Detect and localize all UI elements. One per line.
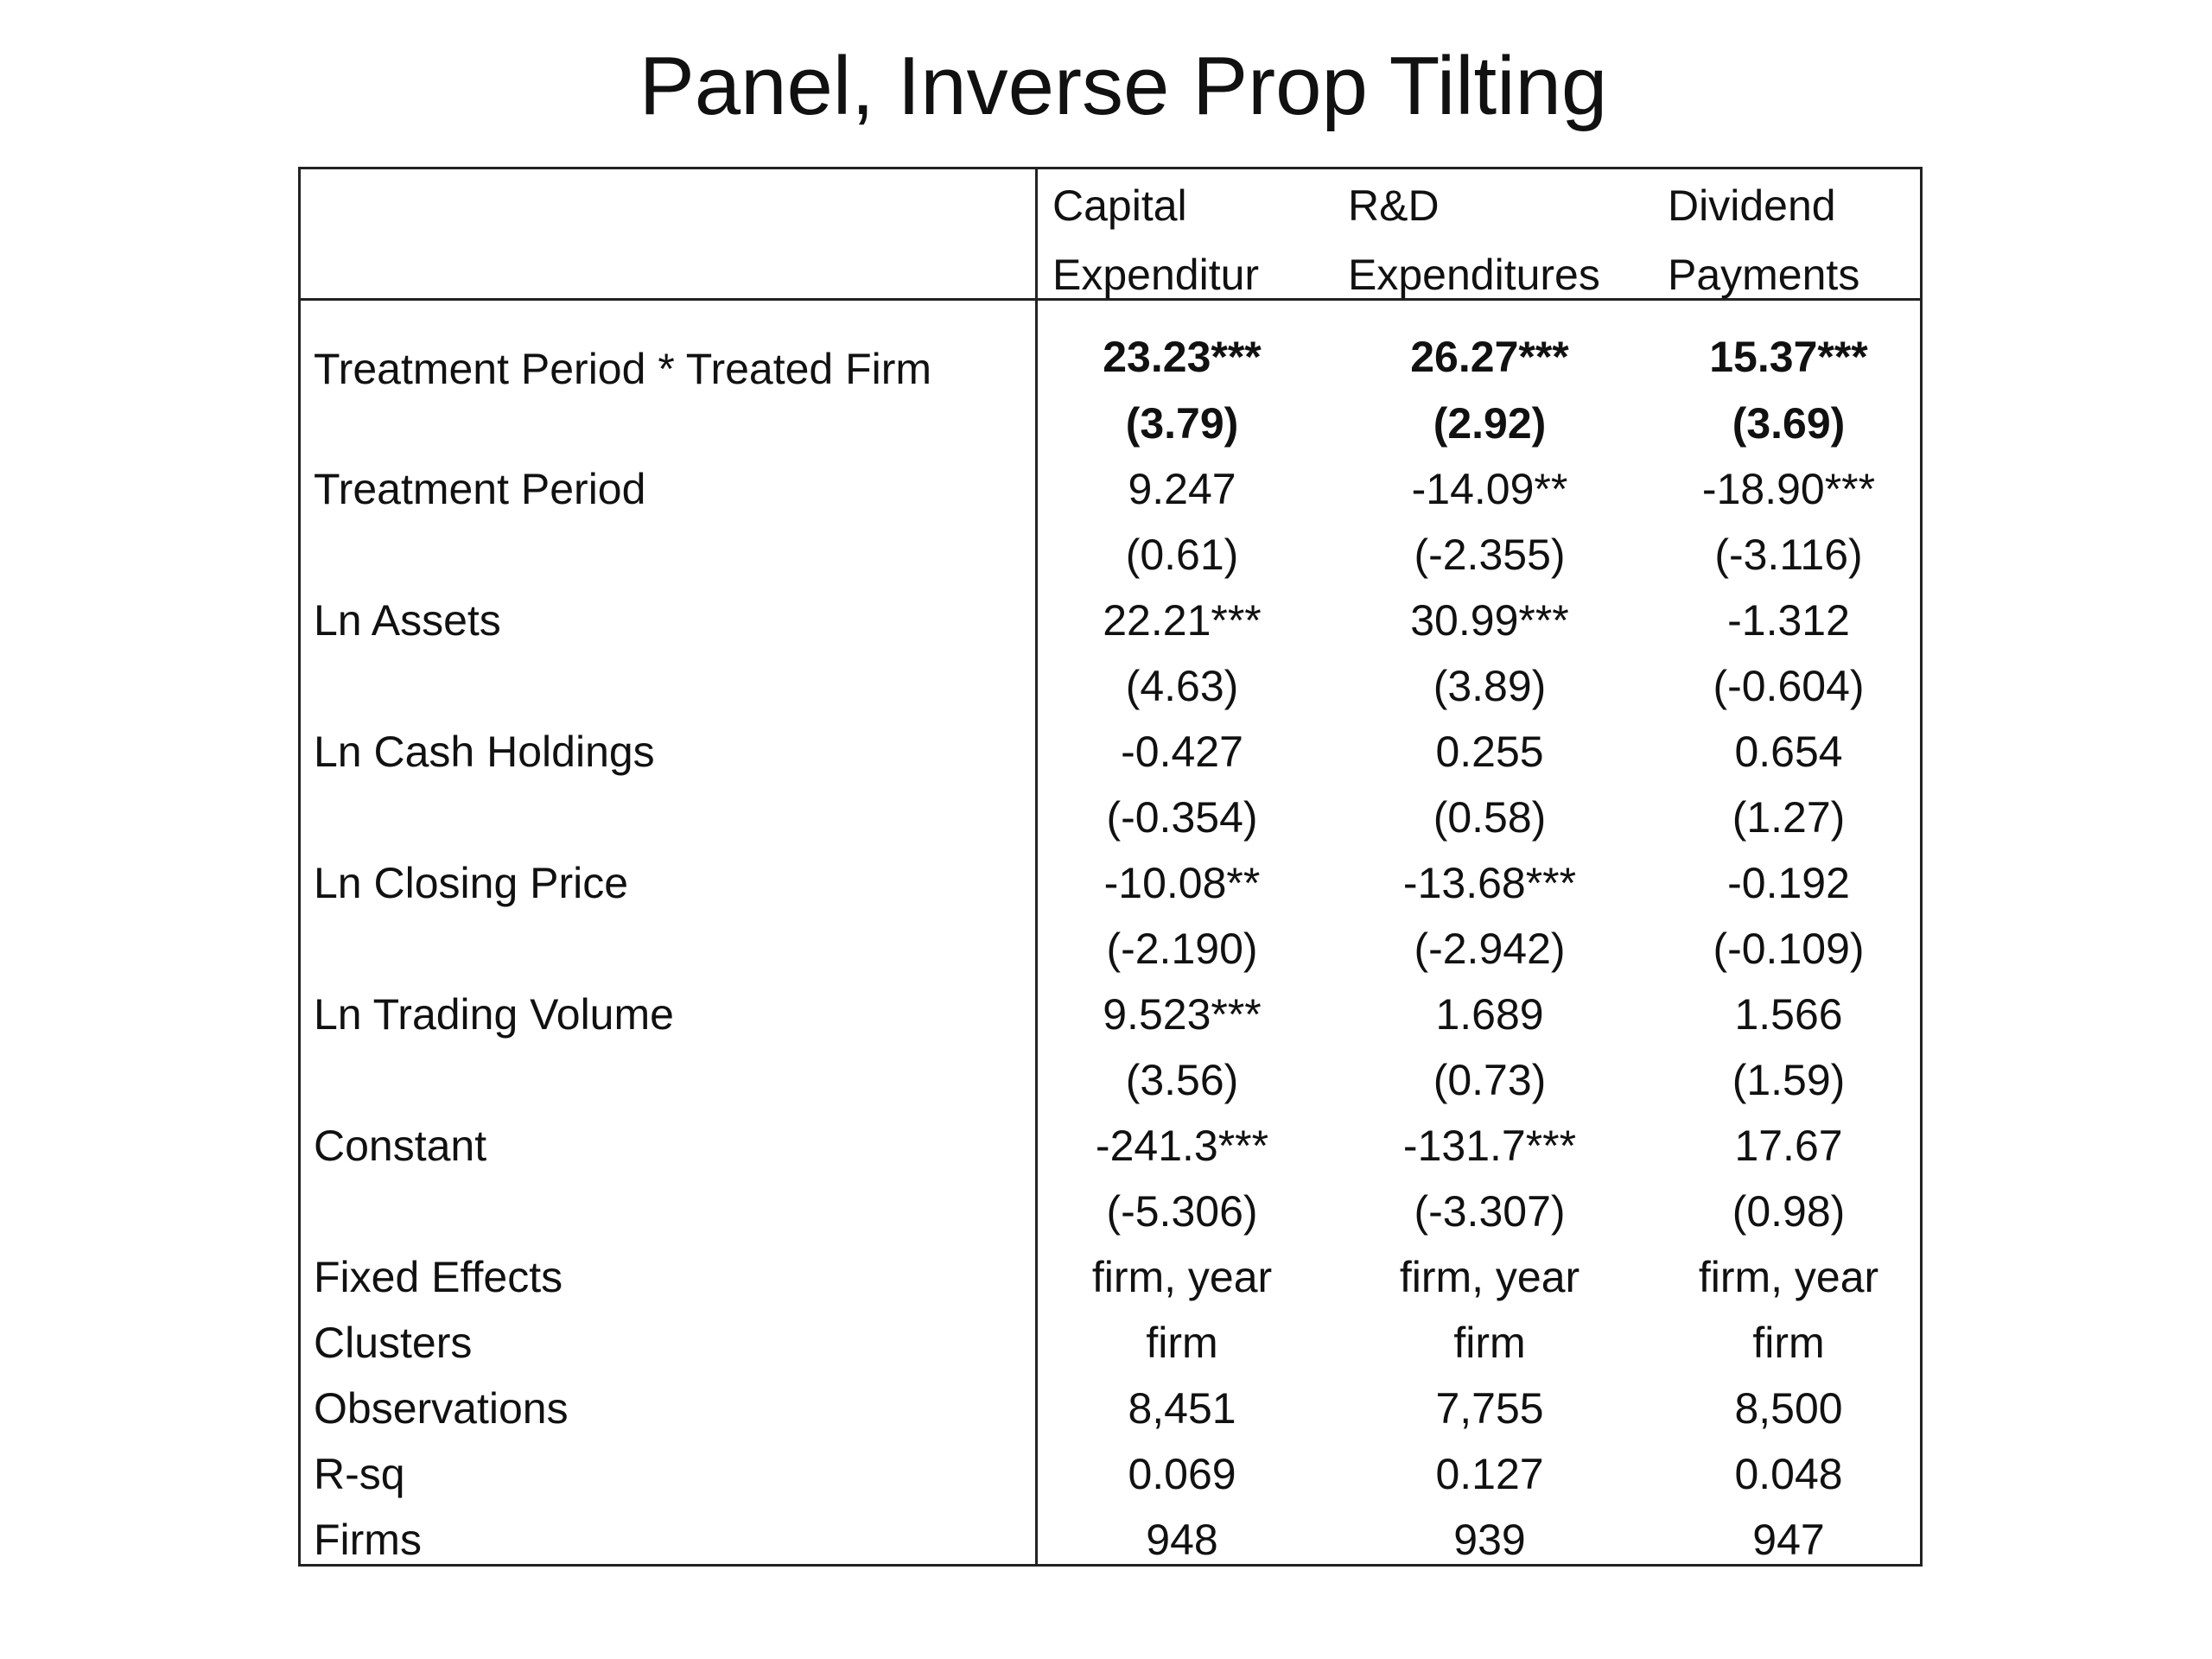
table-cell: -18.90*** xyxy=(1701,465,1876,513)
row-label: Ln Cash Holdings xyxy=(314,728,655,776)
table-cell: firm xyxy=(1752,1319,1825,1367)
row-label: Fixed Effects xyxy=(314,1253,563,1301)
table-cell: (1.27) xyxy=(1732,793,1846,842)
table-cell: (3.89) xyxy=(1433,662,1547,710)
row-label: Firms xyxy=(314,1516,422,1564)
table-cell: 0.127 xyxy=(1435,1450,1544,1498)
table-cell: 9.523*** xyxy=(1103,990,1262,1039)
row-label: Ln Assets xyxy=(314,596,501,645)
table-cell: 7,755 xyxy=(1435,1384,1544,1433)
table-cell: (-2.355) xyxy=(1414,531,1566,579)
slide-title: Panel, Inverse Prop Tilting xyxy=(639,40,1608,132)
table-cell: 1.566 xyxy=(1734,990,1843,1039)
row-label: Observations xyxy=(314,1384,569,1433)
table-cell: 8,500 xyxy=(1734,1384,1843,1433)
table-cell: (3.56) xyxy=(1125,1056,1239,1104)
table-cell: 26.27*** xyxy=(1410,333,1569,381)
table-cell: (-0.354) xyxy=(1106,793,1258,842)
table-cell: -13.68*** xyxy=(1402,859,1577,907)
row-label: Treatment Period xyxy=(314,465,646,513)
table-cell: firm, year xyxy=(1698,1253,1879,1301)
table-cell: (-0.109) xyxy=(1713,925,1865,973)
table-cell: 0.048 xyxy=(1734,1450,1843,1498)
table-cell: (-3.307) xyxy=(1414,1187,1566,1236)
table-cell: (-2.190) xyxy=(1106,925,1258,973)
column-header-dividend-payments xyxy=(1668,171,1859,309)
column-header-line: R&D xyxy=(1348,181,1440,230)
table-cell: 0.255 xyxy=(1435,728,1544,776)
column-header-line: Expenditur xyxy=(1052,251,1260,299)
column-header-line: Expenditures xyxy=(1348,251,1600,299)
table-cell: -241.3*** xyxy=(1095,1122,1269,1170)
table-cell: 22.21*** xyxy=(1103,596,1262,645)
row-label: Clusters xyxy=(314,1319,473,1367)
table-cell: 0.069 xyxy=(1128,1450,1236,1498)
table-cell: firm xyxy=(1146,1319,1218,1367)
table-cell: (-0.604) xyxy=(1713,662,1865,710)
table-cell: 9.247 xyxy=(1128,465,1236,513)
table-cell: 23.23*** xyxy=(1103,333,1262,381)
table-cell: -14.09** xyxy=(1411,465,1568,513)
table-cell: (-3.116) xyxy=(1714,531,1863,579)
table-cell: (3.79) xyxy=(1125,399,1239,448)
table-cell: 30.99*** xyxy=(1410,596,1569,645)
table-cell: (1.59) xyxy=(1732,1056,1846,1104)
table-cell: firm, year xyxy=(1091,1253,1273,1301)
table-cell: -0.427 xyxy=(1121,728,1243,776)
row-label: Treatment Period * Treated Firm xyxy=(314,345,932,393)
table-cell: (-2.942) xyxy=(1414,925,1566,973)
column-header-capital-expenditure xyxy=(1052,171,1259,309)
table-cell: 15.37*** xyxy=(1709,333,1868,381)
table-cell: 947 xyxy=(1752,1516,1825,1564)
table-cell: (0.73) xyxy=(1433,1056,1547,1104)
row-label: R-sq xyxy=(314,1450,405,1498)
table-cell: (0.58) xyxy=(1433,793,1547,842)
table-cell: (4.63) xyxy=(1125,662,1239,710)
table-cell: (3.69) xyxy=(1732,399,1846,448)
table-cell: firm xyxy=(1453,1319,1526,1367)
column-header-line: Capital xyxy=(1052,181,1187,230)
column-header-line: Payments xyxy=(1668,251,1860,299)
table-cell: 17.67 xyxy=(1734,1122,1843,1170)
row-label: Constant xyxy=(314,1122,487,1170)
table-cell: firm, year xyxy=(1399,1253,1580,1301)
table-cell: -0.192 xyxy=(1727,859,1850,907)
row-label: Ln Closing Price xyxy=(314,859,629,907)
table-cell: (2.92) xyxy=(1433,399,1547,448)
column-header-line: Dividend xyxy=(1668,181,1836,230)
table-cell: 8,451 xyxy=(1128,1384,1236,1433)
table-cell: (0.61) xyxy=(1125,531,1239,579)
table-cell: (0.98) xyxy=(1732,1187,1846,1236)
table-cell: 1.689 xyxy=(1435,990,1544,1039)
table-cell: 939 xyxy=(1453,1516,1526,1564)
table-cell: 948 xyxy=(1146,1516,1218,1564)
table-cell: -131.7*** xyxy=(1402,1122,1577,1170)
table-cell: -10.08** xyxy=(1103,859,1261,907)
table-cell: 0.654 xyxy=(1734,728,1843,776)
row-label: Ln Trading Volume xyxy=(314,990,674,1039)
column-header-rd-expenditures xyxy=(1348,171,1600,309)
table-cell: (-5.306) xyxy=(1106,1187,1258,1236)
table-cell: -1.312 xyxy=(1727,596,1850,645)
